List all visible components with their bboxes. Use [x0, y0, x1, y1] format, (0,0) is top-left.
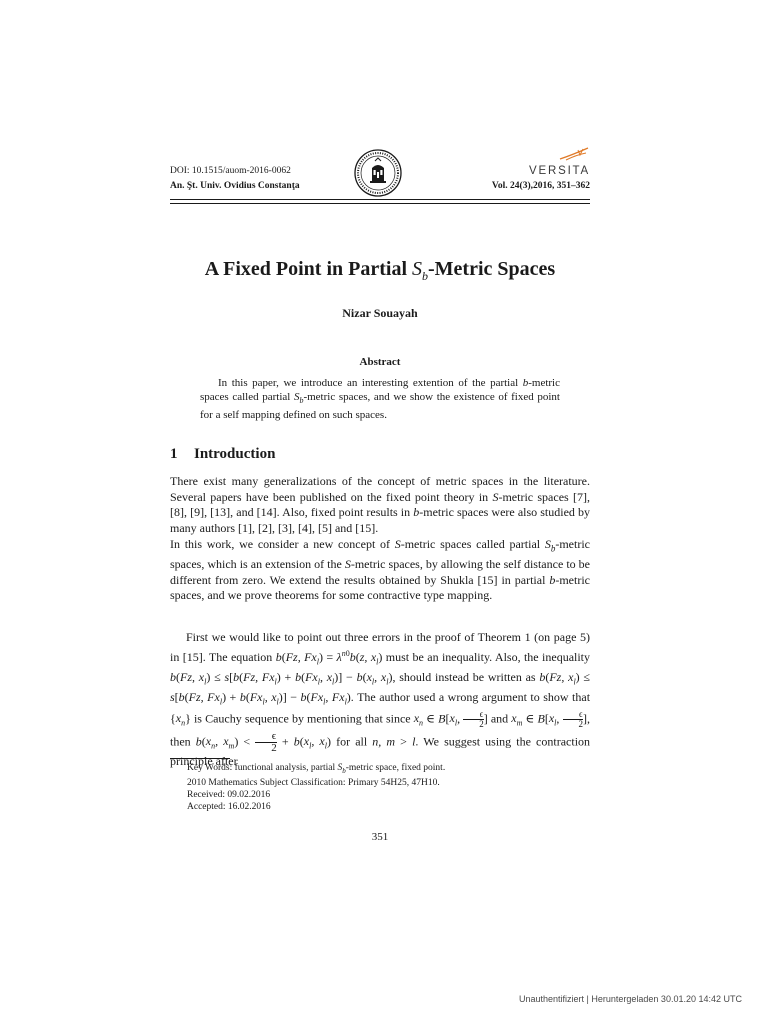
paragraph-3: First we would like to point out three errors in the proof of Theorem 1 (on page 5) in [15]. The equation b(Fz, $Fx_l) = \lambda^{n0}b(z$, $x_l$) must be an inequality. Also, the inequality b(Fz, $x_l) \le s[b(Fz$, $Fx_l) + b(Fx_l$, $x_l)] - b(x_l$, $x_l$), should instead be written as b(Fz, $x_l) \le s[b(Fz$, $Fx_l) + b(Fx_l$, $x_l)] - b(Fx_l$, $Fx_l$). The author used a wrong argument to show that $\{x_n\}$ is Cauchy sequence by mentioning that since $x_n$ ∈ $B[x_l$, $\frac{\epsilon}{2}$ ] and $x_m$ ∈ $B[x_l$, $\frac{\epsilon}{2}$ ], then $b(x_n$, $x_m$) < $\frac{\epsilon}{2}$ + $b(x_l$, $x_l$) for all n, m > l. We suggest using the contraction principle after — [170, 630, 591, 769]
keywords: Key Words: functional analysis, partial $S_b$-metric space, fixed point. — [187, 763, 446, 775]
header-rule-top — [170, 199, 590, 200]
page-number: 351 — [371, 831, 389, 843]
header-rule-bottom — [170, 203, 590, 204]
abstract-heading: Abstract — [359, 356, 401, 368]
received-date: Received: 09.02.2016 — [187, 789, 271, 800]
doi: DOI: 10.1515/auom-2016-0062 — [170, 166, 291, 176]
section-title: Introduction — [194, 446, 276, 462]
versita-swoosh-icon — [558, 146, 590, 162]
author-name: Nizar Souayah — [342, 306, 418, 320]
paper-title: A Fixed Point in Partial $S_b$-Metric Spaces — [204, 258, 556, 283]
paragraph-1: There exist many generalizations of the concept of metric spaces in the literature. Several papers have been published on the fixed point theory in S-metric spaces [7], [8], [9], [13], and [14]. Also, fixed point results in b-metric spaces were also studied by many authors [1], [2], [3], [4], [5] and [15]. — [170, 474, 590, 535]
volume-info: Vol. 24(3),2016, 351–362 — [491, 181, 590, 191]
publisher-logo: VERSITA — [529, 165, 590, 177]
paragraph-2: In this work, we consider a new concept of S-metric spaces called partial $S_b$-metric spaces, which is an extension of the S-metric spaces, by allowing the self distance to be different from zero. We extend the results obtained by Shukla [15] in partial b-metric spaces, and we prove theorems for some contractive type mapping. — [170, 537, 591, 603]
header-right — [492, 164, 590, 194]
accepted-date: Accepted: 16.02.2016 — [187, 801, 271, 812]
journal-name: An. Şt. Univ. Ovidius Constanţa — [170, 181, 300, 191]
section-heading — [170, 446, 275, 463]
abstract-text: In this paper, we introduce an interesting extention of the partial b-metric spaces called partial $S_b$-metric spaces, and we show the existence of fixed point for a self mapping defined on such spaces. — [200, 377, 560, 422]
download-note: Unauthentifiziert | Heruntergeladen 30.01.20 14:42 UTC — [519, 994, 742, 1004]
footnote — [187, 762, 445, 813]
university-seal-icon — [353, 148, 403, 198]
header-left — [170, 164, 300, 194]
section-number: 1 — [170, 446, 178, 462]
footnote-rule — [170, 758, 230, 759]
msc-classification: 2010 Mathematics Subject Classification: Primary 54H25, 47H10. — [187, 777, 440, 788]
